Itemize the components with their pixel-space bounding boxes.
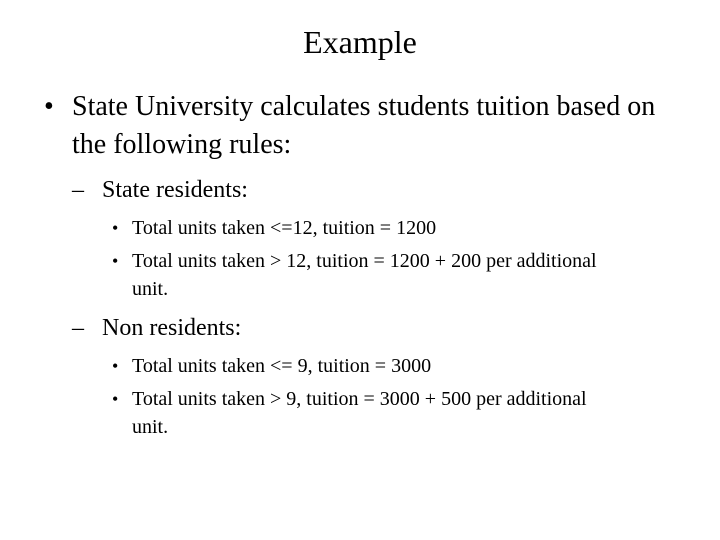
bullet-marker: • — [112, 218, 119, 238]
group-heading: State residents: — [102, 177, 248, 203]
list-item-text: Total units taken > 9, tuition = 3000 + 500 per additional unit. — [132, 388, 587, 438]
list-item-text: Total units taken <=12, tuition = 1200 — [132, 217, 437, 239]
list-item-text: Total units taken > 12, tuition = 1200 + 200 per additional unit. — [132, 250, 597, 300]
dash-marker: – — [72, 315, 84, 341]
main-bullet-text: State University calculates students tuition based on the following rules: — [72, 91, 656, 160]
bullet-marker: • — [112, 389, 119, 409]
group-heading: Non residents: — [102, 315, 242, 341]
bullet-marker: • — [44, 91, 54, 122]
bullet-marker: • — [112, 251, 119, 271]
slide-title: Example — [303, 24, 417, 60]
list-item-text: Total units taken <= 9, tuition = 3000 — [132, 355, 432, 377]
dash-marker: – — [72, 177, 84, 203]
bullet-marker: • — [112, 356, 119, 376]
